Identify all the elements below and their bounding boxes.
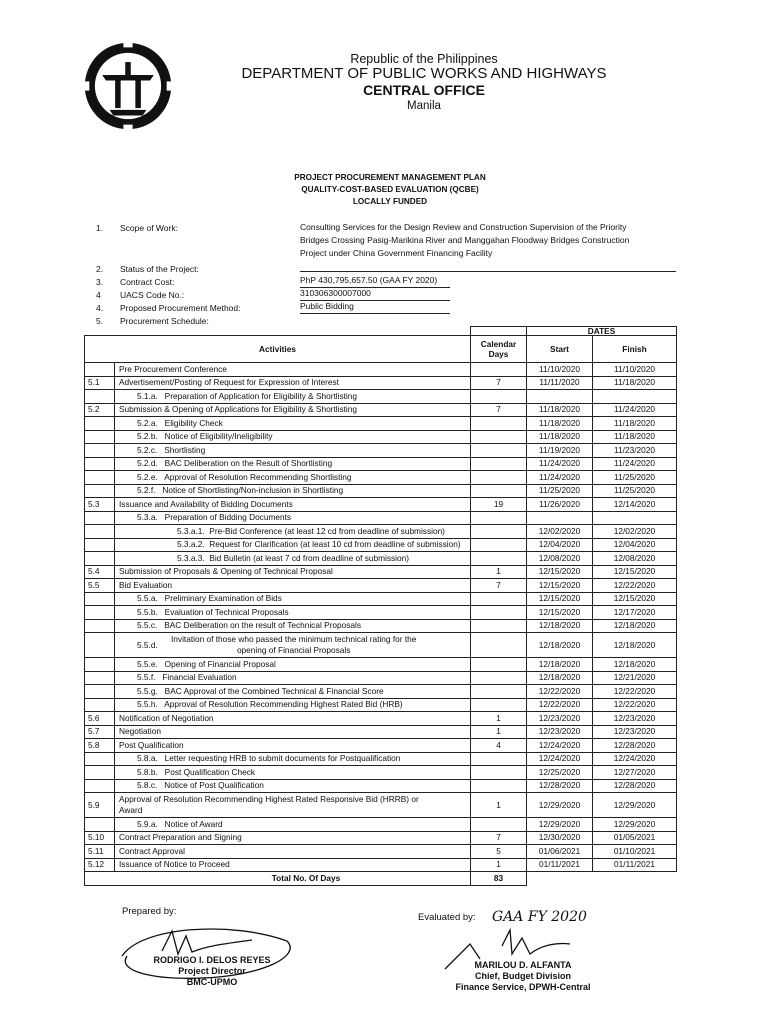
row-activity: 5.5.g. BAC Approval of the Combined Technical & Financial Score: [115, 685, 471, 699]
row-finish-date: [593, 511, 677, 525]
row-activity: 5.1.a. Preparation of Application for Eligibility & Shortlisting: [115, 390, 471, 404]
prepared-title-1: Project Director: [178, 966, 246, 976]
row-start-date: 11/19/2020: [527, 444, 593, 458]
row-start-date: 12/22/2020: [527, 685, 593, 699]
row-finish-date: 11/18/2020: [593, 430, 677, 444]
row-calendar-days: [471, 671, 527, 685]
row-activity: Advertisement/Posting of Request for Expression of Interest: [115, 376, 471, 390]
row-number: [85, 552, 115, 566]
doc-title-line2: QUALITY-COST-BASED EVALUATION (QCBE): [301, 185, 479, 194]
row-finish-date: 11/18/2020: [593, 376, 677, 390]
finish-header: Finish: [593, 336, 677, 363]
total-days-value: 83: [471, 872, 527, 886]
row-start-date: 12/18/2020: [527, 619, 593, 633]
row-start-date: 12/22/2020: [527, 698, 593, 712]
scope-line-1: Consulting Services for the Design Review and Construction Supervision of the Priority: [300, 222, 627, 232]
row-calendar-days: [471, 430, 527, 444]
evaluated-title-2: Finance Service, DPWH-Central: [455, 982, 591, 992]
row-start-date: 12/24/2020: [527, 752, 593, 766]
table-row: [85, 845, 677, 859]
row-calendar-days: 7: [471, 403, 527, 417]
table-row: [85, 376, 677, 390]
row-activity: Contract Preparation and Signing: [115, 831, 471, 845]
row-calendar-days: [471, 457, 527, 471]
doc-title-line3: LOCALLY FUNDED: [352, 197, 428, 206]
table-row: [85, 484, 677, 498]
scope-line-2: Bridges Crossing Pasig-Marikina River and Manggahan Floodway Bridges Construction: [300, 235, 630, 245]
row-finish-date: 12/24/2020: [593, 752, 677, 766]
table-row: [85, 658, 677, 672]
row-calendar-days: 1: [471, 565, 527, 579]
row-calendar-days: [471, 552, 527, 566]
table-row: [85, 565, 677, 579]
row-number: 5.6: [85, 712, 115, 726]
row-start-date: 12/18/2020: [527, 658, 593, 672]
row-activity-label: 5.5.d.: [137, 639, 158, 650]
row-number: 5.4: [85, 565, 115, 579]
row-number: [85, 592, 115, 606]
total-days-label: Total No. Of Days: [85, 872, 471, 886]
table-row: [85, 766, 677, 780]
row-calendar-days: [471, 779, 527, 793]
row-finish-date: 12/28/2020: [593, 739, 677, 753]
row-number: 5.11: [85, 845, 115, 859]
table-row: [85, 779, 677, 793]
row-finish-date: 12/23/2020: [593, 725, 677, 739]
row-finish-date: 12/04/2020: [593, 538, 677, 552]
row-calendar-days: [471, 619, 527, 633]
row-finish-date: 12/22/2020: [593, 685, 677, 699]
header-city: Manila: [407, 100, 441, 112]
table-row: [85, 606, 677, 620]
row-start-date: 12/29/2020: [527, 793, 593, 818]
evaluated-signatory: [438, 960, 608, 993]
row-calendar-days: 7: [471, 831, 527, 845]
row-finish-date: 12/29/2020: [593, 818, 677, 832]
row-activity: Post Qualification: [115, 739, 471, 753]
table-row: [85, 457, 677, 471]
row-finish-date: 12/17/2020: [593, 606, 677, 620]
row-calendar-days: [471, 511, 527, 525]
row-calendar-days: [471, 471, 527, 485]
row-calendar-days: [471, 538, 527, 552]
row-start-date: 12/23/2020: [527, 725, 593, 739]
evaluated-name: MARILOU D. ALFANTA: [474, 960, 572, 970]
row-activity: Issuance and Availability of Bidding Documents: [115, 498, 471, 512]
row-start-date: 12/04/2020: [527, 538, 593, 552]
row-activity-line1: Approval of Resolution Recommending Highest Rated Responsive Bid (HRRB) or: [119, 794, 419, 804]
row-activity: Submission of Proposals & Opening of Technical Proposal: [115, 565, 471, 579]
row-number: [85, 752, 115, 766]
row-finish-date: 12/08/2020: [593, 552, 677, 566]
row-start-date: 12/02/2020: [527, 525, 593, 539]
row-number: [85, 538, 115, 552]
prepared-name: RODRIGO I. DELOS REYES: [153, 955, 271, 965]
cost-value: PhP 430,795,657.50 (GAA FY 2020): [300, 275, 450, 288]
row-start-date: 12/15/2020: [527, 579, 593, 593]
row-start-date: 01/06/2021: [527, 845, 593, 859]
scope-label: Scope of Work:: [120, 223, 178, 233]
row-activity: 5.5.e. Opening of Financial Proposal: [115, 658, 471, 672]
row-start-date: 12/08/2020: [527, 552, 593, 566]
row-number: [85, 606, 115, 620]
table-row: [85, 831, 677, 845]
scope-number: 1.: [96, 223, 104, 233]
row-finish-date: 01/11/2021: [593, 858, 677, 872]
row-start-date: 12/18/2020: [527, 671, 593, 685]
row-activity-line2: Award: [119, 805, 143, 815]
row-start-date: 12/18/2020: [527, 633, 593, 658]
row-number: 5.5: [85, 579, 115, 593]
table-row: [85, 444, 677, 458]
row-calendar-days: 1: [471, 858, 527, 872]
cost-number: 3.: [96, 277, 104, 287]
row-calendar-days: [471, 818, 527, 832]
row-finish-date: 12/23/2020: [593, 712, 677, 726]
row-activity: 5.3.a.2. Request for Clarification (at least 10 cd from deadline of submission): [115, 538, 471, 552]
row-activity: 5.5.b. Evaluation of Technical Proposals: [115, 606, 471, 620]
row-finish-date: 12/21/2020: [593, 671, 677, 685]
row-start-date: 12/24/2020: [527, 739, 593, 753]
row-number: [85, 444, 115, 458]
doc-title-line1: PROJECT PROCUREMENT MANAGEMENT PLAN: [294, 173, 486, 182]
row-start-date: 01/11/2021: [527, 858, 593, 872]
row-number: [85, 671, 115, 685]
uacs-number: 4: [96, 290, 101, 300]
uacs-value: 310306300007000: [300, 288, 450, 301]
activities-header: Activities: [85, 336, 471, 363]
row-number: [85, 658, 115, 672]
row-start-date: 11/18/2020: [527, 403, 593, 417]
row-activity: Pre Procurement Conference: [115, 363, 471, 377]
row-finish-date: 12/14/2020: [593, 498, 677, 512]
row-activity: Submission & Opening of Applications for Eligibility & Shortlisting: [115, 403, 471, 417]
table-row: [85, 592, 677, 606]
scope-line-3: Project under China Government Financing Facility: [300, 248, 493, 258]
row-calendar-days: [471, 525, 527, 539]
row-calendar-days: [471, 363, 527, 377]
row-start-date: [527, 390, 593, 404]
table-row: [85, 430, 677, 444]
row-start-date: 12/30/2020: [527, 831, 593, 845]
prepared-title-2: BMC-UPMO: [186, 977, 238, 987]
row-calendar-days: [471, 658, 527, 672]
row-number: [85, 457, 115, 471]
row-finish-date: 11/18/2020: [593, 417, 677, 431]
table-row: [85, 471, 677, 485]
row-finish-date: 12/15/2020: [593, 592, 677, 606]
row-calendar-days: 4: [471, 739, 527, 753]
table-row: [85, 619, 677, 633]
evaluated-handwritten-note: GAA FY 2020: [492, 909, 587, 925]
row-activity: 5.2.f. Notice of Shortlisting/Non-inclusion in Shortlisting: [115, 484, 471, 498]
table-row: [85, 858, 677, 872]
table-row: [85, 818, 677, 832]
row-start-date: 12/23/2020: [527, 712, 593, 726]
row-finish-date: 12/29/2020: [593, 793, 677, 818]
schedule-number: 5.: [96, 316, 104, 326]
row-calendar-days: 7: [471, 376, 527, 390]
row-number: 5.2: [85, 403, 115, 417]
row-start-date: 12/25/2020: [527, 766, 593, 780]
row-number: [85, 471, 115, 485]
row-activity: [115, 633, 471, 658]
row-activity: 5.5.a. Preliminary Examination of Bids: [115, 592, 471, 606]
row-activity: Contract Approval: [115, 845, 471, 859]
row-start-date: 11/24/2020: [527, 457, 593, 471]
status-value: [300, 259, 676, 272]
row-number: 5.7: [85, 725, 115, 739]
row-calendar-days: [471, 592, 527, 606]
calendar-days-header-line1: Calendar: [480, 339, 517, 349]
row-number: [85, 766, 115, 780]
schedule-label: Procurement Schedule:: [120, 316, 209, 326]
row-calendar-days: [471, 752, 527, 766]
row-activity: 5.2.e. Approval of Resolution Recommending Shortlisting: [115, 471, 471, 485]
row-finish-date: 11/25/2020: [593, 484, 677, 498]
row-start-date: 11/25/2020: [527, 484, 593, 498]
table-row: [85, 417, 677, 431]
method-number: 4.: [96, 303, 104, 313]
row-finish-date: 12/18/2020: [593, 619, 677, 633]
row-start-date: [527, 511, 593, 525]
row-finish-date: 12/15/2020: [593, 565, 677, 579]
row-finish-date: 12/18/2020: [593, 633, 677, 658]
table-row: [85, 698, 677, 712]
table-row: [85, 403, 677, 417]
table-row: [85, 525, 677, 539]
row-activity: Bid Evaluation: [115, 579, 471, 593]
row-finish-date: 11/10/2020: [593, 363, 677, 377]
row-calendar-days: 1: [471, 712, 527, 726]
row-calendar-days: [471, 766, 527, 780]
row-start-date: 11/18/2020: [527, 417, 593, 431]
row-calendar-days: [471, 390, 527, 404]
table-row: [85, 579, 677, 593]
row-finish-date: [593, 390, 677, 404]
start-header: Start: [527, 336, 593, 363]
table-row: [85, 363, 677, 377]
row-finish-date: 12/27/2020: [593, 766, 677, 780]
row-number: [85, 484, 115, 498]
row-activity: Issuance of Notice to Proceed: [115, 858, 471, 872]
row-number: [85, 417, 115, 431]
row-activity: 5.2.c. Shortlisting: [115, 444, 471, 458]
row-number: [85, 685, 115, 699]
row-calendar-days: [471, 685, 527, 699]
table-row: [85, 712, 677, 726]
procurement-schedule-table: [84, 326, 677, 886]
status-number: 2.: [96, 264, 104, 274]
row-activity: 5.2.b. Notice of Eligibility/Ineligibility: [115, 430, 471, 444]
row-calendar-days: [471, 606, 527, 620]
row-calendar-days: [471, 417, 527, 431]
row-finish-date: 12/22/2020: [593, 698, 677, 712]
row-activity: 5.8.a. Letter requesting HRB to submit documents for Postqualification: [115, 752, 471, 766]
row-number: 5.3: [85, 498, 115, 512]
row-number: 5.1: [85, 376, 115, 390]
row-activity: 5.3.a.3. Bid Bulletin (at least 7 cd from deadline of submission): [115, 552, 471, 566]
header-office: CENTRAL OFFICE: [363, 82, 485, 98]
row-start-date: 12/15/2020: [527, 565, 593, 579]
row-start-date: 12/28/2020: [527, 779, 593, 793]
row-calendar-days: [471, 633, 527, 658]
row-activity-line1: Invitation of those who passed the minimum technical rating for the: [171, 634, 417, 644]
row-start-date: 11/24/2020: [527, 471, 593, 485]
row-calendar-days: 5: [471, 845, 527, 859]
row-start-date: 12/29/2020: [527, 818, 593, 832]
row-finish-date: 11/24/2020: [593, 457, 677, 471]
table-row: [85, 538, 677, 552]
prepared-by-label: Prepared by:: [122, 906, 177, 917]
method-value: Public Bidding: [300, 301, 450, 314]
row-activity: Notification of Negotiation: [115, 712, 471, 726]
row-start-date: 11/18/2020: [527, 430, 593, 444]
row-number: [85, 390, 115, 404]
row-number: 5.9: [85, 793, 115, 818]
row-number: [85, 779, 115, 793]
table-row: [85, 752, 677, 766]
row-activity: 5.2.d. BAC Deliberation on the Result of Shortlisting: [115, 457, 471, 471]
row-calendar-days: 19: [471, 498, 527, 512]
row-start-date: 11/10/2020: [527, 363, 593, 377]
table-row: [85, 552, 677, 566]
header-republic: Republic of the Philippines: [350, 52, 498, 66]
row-start-date: 12/15/2020: [527, 606, 593, 620]
table-row: [85, 633, 677, 658]
row-calendar-days: 1: [471, 793, 527, 818]
row-activity: 5.8.b. Post Qualification Check: [115, 766, 471, 780]
row-number: [85, 430, 115, 444]
table-row: [85, 793, 677, 818]
row-number: [85, 633, 115, 658]
row-calendar-days: [471, 484, 527, 498]
prepared-signatory: [152, 955, 272, 988]
row-number: 5.10: [85, 831, 115, 845]
row-calendar-days: 1: [471, 725, 527, 739]
row-number: [85, 511, 115, 525]
row-activity-line2: opening of Financial Proposals: [236, 645, 351, 655]
row-activity: 5.3.a. Preparation of Bidding Documents: [115, 511, 471, 525]
table-row: [85, 498, 677, 512]
schedule-body: [85, 363, 677, 872]
row-finish-date: 12/22/2020: [593, 579, 677, 593]
row-number: [85, 698, 115, 712]
row-activity: 5.3.a.1. Pre-Bid Conference (at least 12 cd from deadline of submission): [115, 525, 471, 539]
evaluated-by-label: Evaluated by:: [418, 912, 476, 923]
row-activity: 5.5.f. Financial Evaluation: [115, 671, 471, 685]
row-number: [85, 363, 115, 377]
evaluated-title-1: Chief, Budget Division: [474, 971, 571, 981]
row-finish-date: 12/02/2020: [593, 525, 677, 539]
row-activity: 5.5.h. Approval of Resolution Recommending Highest Rated Bid (HRB): [115, 698, 471, 712]
dates-header: DATES: [527, 327, 677, 336]
row-start-date: 11/11/2020: [527, 376, 593, 390]
uacs-label: UACS Code No.:: [120, 290, 185, 300]
row-number: [85, 619, 115, 633]
row-finish-date: 11/25/2020: [593, 471, 677, 485]
row-finish-date: 11/23/2020: [593, 444, 677, 458]
calendar-days-header-line2: Days: [488, 349, 509, 359]
header-department: DEPARTMENT OF PUBLIC WORKS AND HIGHWAYS: [241, 65, 607, 82]
row-activity: 5.5.c. BAC Deliberation on the result of Technical Proposals: [115, 619, 471, 633]
calendar-days-header: [471, 336, 527, 363]
table-row: [85, 390, 677, 404]
cost-label: Contract Cost:: [120, 277, 175, 287]
row-activity: 5.9.a. Notice of Award: [115, 818, 471, 832]
row-number: [85, 525, 115, 539]
row-finish-date: 01/05/2021: [593, 831, 677, 845]
row-finish-date: 11/24/2020: [593, 403, 677, 417]
table-row: [85, 725, 677, 739]
row-calendar-days: [471, 698, 527, 712]
table-row: [85, 685, 677, 699]
row-activity: 5.2.a. Eligibility Check: [115, 417, 471, 431]
row-activity: [115, 793, 471, 818]
row-start-date: 12/15/2020: [527, 592, 593, 606]
row-calendar-days: [471, 444, 527, 458]
row-number: 5.12: [85, 858, 115, 872]
row-number: [85, 818, 115, 832]
table-row: [85, 511, 677, 525]
row-number: 5.8: [85, 739, 115, 753]
row-finish-date: 12/28/2020: [593, 779, 677, 793]
method-label: Proposed Procurement Method:: [120, 303, 241, 313]
row-activity: 5.8.c. Notice of Post Qualification: [115, 779, 471, 793]
row-finish-date: 12/18/2020: [593, 658, 677, 672]
table-row: [85, 671, 677, 685]
row-calendar-days: 7: [471, 579, 527, 593]
row-finish-date: 01/10/2021: [593, 845, 677, 859]
table-row: [85, 739, 677, 753]
row-activity: Negotiation: [115, 725, 471, 739]
row-start-date: 11/26/2020: [527, 498, 593, 512]
status-label: Status of the Project:: [120, 264, 199, 274]
